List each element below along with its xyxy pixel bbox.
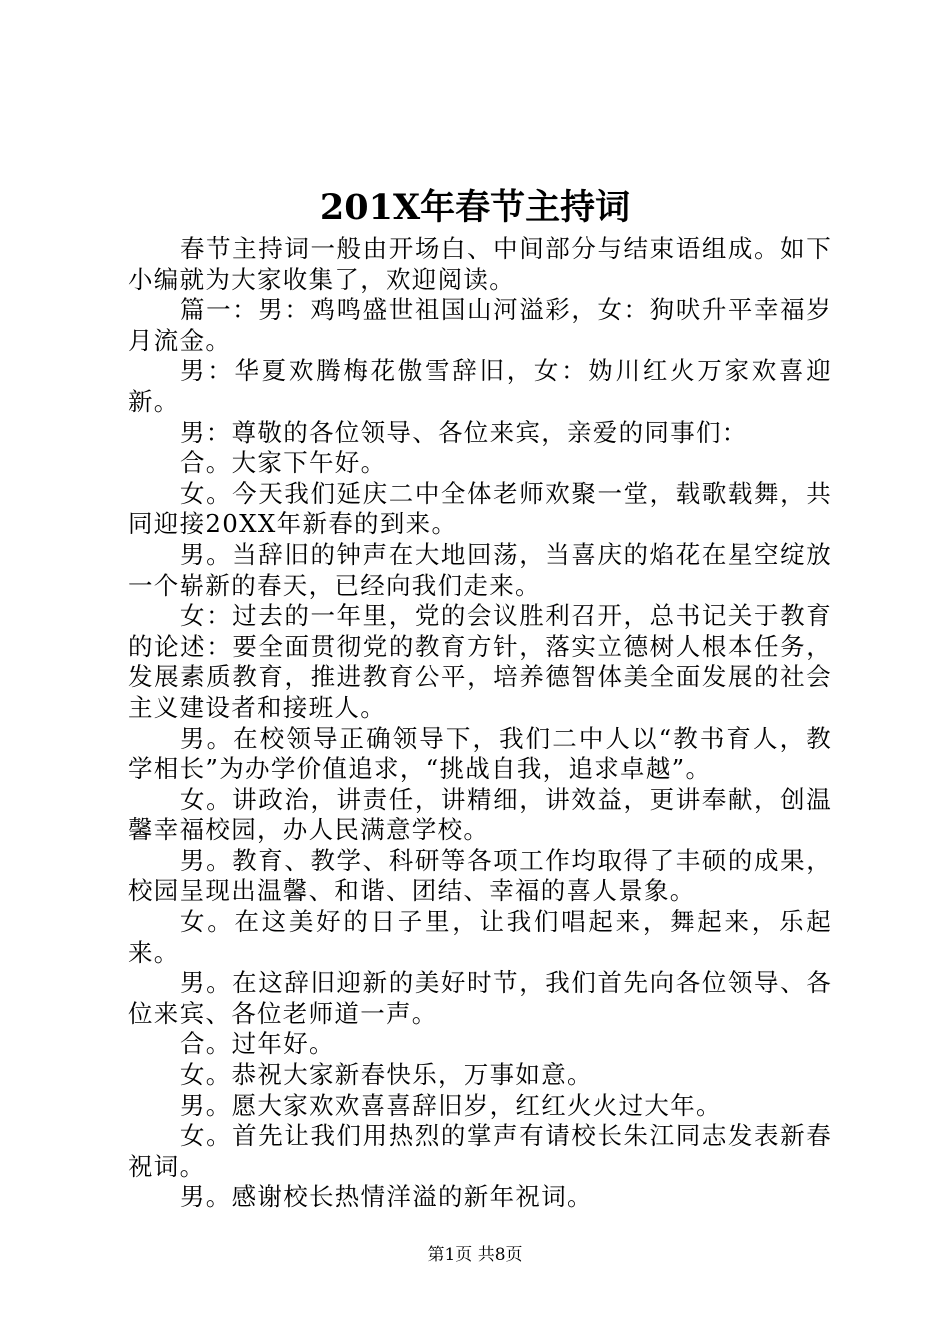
document-body (128, 234, 832, 1213)
paragraph: 春节主持词一般由开场白、中间部分与结束语组成。如下小编就为大家收集了，欢迎阅读。 (128, 234, 832, 294)
paragraph: 男：华夏欢腾梅花傲雪辞旧，女：妫川红火万家欢喜迎新。 (128, 356, 832, 416)
paragraph: 女。恭祝大家新春快乐，万事如意。 (180, 1060, 593, 1090)
paragraph: 男。在校领导正确领导下，我们二中人以“教书育人，教学相长”为办学价值追求，“挑战自我，追求卓越”。 (128, 723, 832, 784)
paragraph: 女。首先让我们用热烈的掌声有请校长朱江同志发表新春祝词。 (128, 1121, 832, 1181)
paragraph: 男。教育、教学、科研等各项工作均取得了丰硕的成果，校园呈现出温馨、和谐、团结、幸福的喜人景象。 (128, 845, 832, 906)
paragraph: 女。今天我们延庆二中全体老师欢聚一堂，载歌载舞，共同迎接20XX年新春的到来。 (128, 478, 832, 539)
paragraph: 女。讲政治，讲责任，讲精细，讲效益，更讲奉献，创温馨幸福校园，办人民满意学校。 (128, 784, 832, 845)
page-footer: 第1页 共8页 (427, 1245, 523, 1265)
paragraph: 合。过年好。 (180, 1029, 335, 1059)
paragraph: 男。当辞旧的钟声在大地回荡，当喜庆的焰花在星空绽放一个崭新的春天，已经向我们走来。 (128, 539, 832, 600)
paragraph: 男。感谢校长热情洋溢的新年祝词。 (180, 1182, 593, 1212)
page-title: 201X年春节主持词 (319, 187, 631, 228)
paragraph: 男。在这辞旧迎新的美好时节，我们首先向各位领导、各位来宾、各位老师道一声。 (128, 968, 832, 1028)
paragraph: 合。大家下午好。 (180, 448, 387, 478)
paragraph: 女：过去的一年里，党的会议胜利召开，总书记关于教育的论述：要全面贯彻党的教育方针，落实立德树人根本任务，发展素质教育，推进教育公平，培养德智体美全面发展的社会主义建设者和接班人。 (128, 601, 832, 722)
paragraph: 男：尊敬的各位领导、各位来宾，亲爱的同事们： (180, 417, 748, 447)
paragraph: 女。在这美好的日子里，让我们唱起来，舞起来，乐起来。 (128, 907, 832, 967)
paragraph: 篇一：男：鸡鸣盛世祖国山河溢彩，女：狗吠升平幸福岁月流金。 (128, 295, 832, 355)
paragraph: 男。愿大家欢欢喜喜辞旧岁，红红火火过大年。 (180, 1090, 722, 1120)
